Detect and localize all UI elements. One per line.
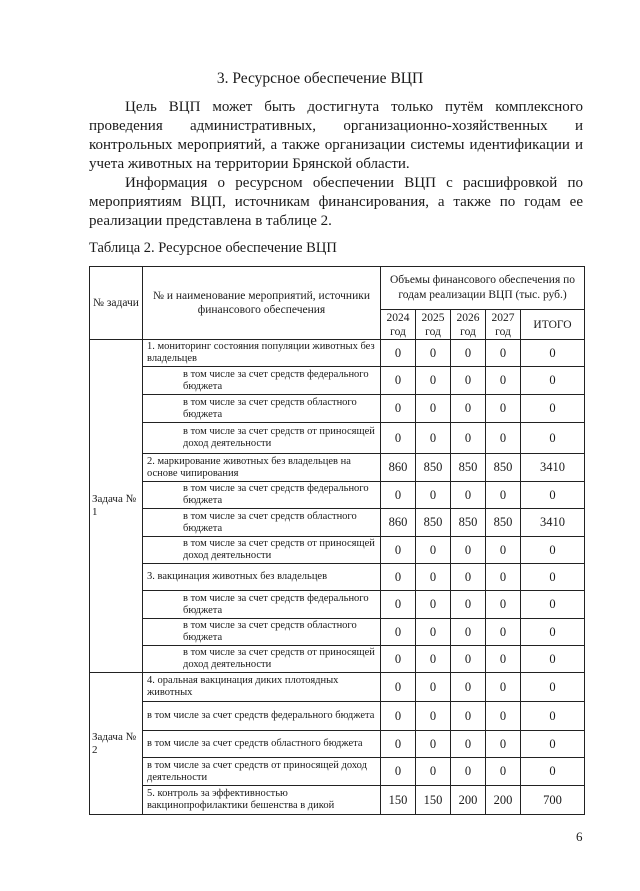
cell-total: 0 [521, 423, 585, 454]
cell-total: 0 [521, 646, 585, 673]
cell-2027: 0 [486, 758, 521, 786]
cell-2025: 0 [416, 646, 451, 673]
header-year-2025: 2025 год [416, 310, 451, 340]
cell-2026: 0 [451, 482, 486, 509]
cell-2024: 0 [381, 537, 416, 564]
header-task-number: № задачи [90, 267, 143, 340]
cell-2026: 0 [451, 395, 486, 423]
cell-total: 0 [521, 673, 585, 702]
row-name: в том числе за счет средств областного бюджета [143, 509, 381, 537]
table-row [90, 537, 585, 564]
header-year-2024: 2024 год [381, 310, 416, 340]
cell-2024: 0 [381, 673, 416, 702]
cell-2024: 150 [381, 786, 416, 815]
table-row [90, 367, 585, 395]
cell-2027: 0 [486, 702, 521, 731]
table-row [90, 482, 585, 509]
table-row [90, 591, 585, 619]
cell-total: 0 [521, 731, 585, 758]
cell-2024: 860 [381, 454, 416, 482]
cell-2024: 0 [381, 731, 416, 758]
cell-total: 0 [521, 537, 585, 564]
row-name: в том числе за счет средств федерального бюджета [143, 482, 381, 509]
cell-2027: 0 [486, 367, 521, 395]
row-name: в том числе за счет средств областного бюджета [143, 395, 381, 423]
row-name: 4. оральная вакцинация диких плотоядных животных [143, 673, 381, 702]
resource-table [89, 266, 585, 815]
cell-total: 3410 [521, 509, 585, 537]
cell-2024: 0 [381, 619, 416, 646]
cell-2027: 0 [486, 482, 521, 509]
paragraph-info-text: Информация о ресурсном обеспечении ВЦП с расшифровкой по мероприятиям ВЦП, источникам финансирования, а также по годам ее реализации представлена в таблице 2. [89, 175, 583, 229]
cell-2026: 0 [451, 564, 486, 591]
cell-2025: 0 [416, 367, 451, 395]
task-2-label: Задача № 2 [90, 673, 143, 815]
table-row [90, 786, 585, 815]
cell-2024: 0 [381, 591, 416, 619]
cell-2025: 0 [416, 731, 451, 758]
row-name: в том числе за счет средств областного бюджета [143, 731, 381, 758]
table-row [90, 454, 585, 482]
table-row [90, 731, 585, 758]
cell-2024: 860 [381, 509, 416, 537]
cell-2026: 0 [451, 731, 486, 758]
row-name: в том числе за счет средств федерального бюджета [143, 702, 381, 731]
table-caption: Таблица 2. Ресурсное обеспечение ВЦП [89, 240, 337, 256]
paragraph-goal-text: Цель ВЦП может быть достигнута только путём комплексного проведения административных, организационно-хозяйственных и контрольных мероприятий, а также организации системы идентификации и учета животных на территории Брянской области. [89, 99, 583, 172]
cell-2026: 200 [451, 786, 486, 815]
cell-total: 0 [521, 591, 585, 619]
row-name: в том числе за счет средств федерального бюджета [143, 367, 381, 395]
cell-2027: 850 [486, 454, 521, 482]
table-row [90, 646, 585, 673]
cell-2025: 0 [416, 482, 451, 509]
cell-total: 3410 [521, 454, 585, 482]
cell-2025: 0 [416, 758, 451, 786]
cell-2024: 0 [381, 758, 416, 786]
cell-2026: 850 [451, 454, 486, 482]
cell-2027: 0 [486, 731, 521, 758]
cell-total: 0 [521, 482, 585, 509]
cell-2026: 0 [451, 758, 486, 786]
table-row [90, 564, 585, 591]
cell-2025: 0 [416, 673, 451, 702]
cell-2026: 850 [451, 509, 486, 537]
cell-2025: 0 [416, 619, 451, 646]
cell-2027: 0 [486, 340, 521, 367]
cell-2024: 0 [381, 564, 416, 591]
cell-2027: 200 [486, 786, 521, 815]
paragraph-goal [89, 98, 583, 174]
row-name: 2. маркирование животных без владельцев на основе чипирования [143, 454, 381, 482]
cell-2026: 0 [451, 537, 486, 564]
cell-2024: 0 [381, 340, 416, 367]
cell-total: 0 [521, 702, 585, 731]
cell-2027: 850 [486, 509, 521, 537]
table-row [90, 509, 585, 537]
table-row [90, 673, 585, 702]
cell-2026: 0 [451, 702, 486, 731]
cell-2027: 0 [486, 619, 521, 646]
header-year-2027: 2027 год [486, 310, 521, 340]
header-total: ИТОГО [521, 310, 585, 340]
row-name: в том числе за счет средств от приносящей доход деятельности [143, 537, 381, 564]
paragraph-info [89, 174, 583, 231]
row-name: 5. контроль за эффективностью вакцинопрофилактики бешенства в дикой [143, 786, 381, 815]
cell-2026: 0 [451, 619, 486, 646]
cell-total: 0 [521, 619, 585, 646]
table-row [90, 619, 585, 646]
cell-2026: 0 [451, 367, 486, 395]
cell-2027: 0 [486, 537, 521, 564]
page-number: 6 [576, 829, 583, 844]
cell-total: 0 [521, 564, 585, 591]
cell-2027: 0 [486, 646, 521, 673]
cell-2026: 0 [451, 340, 486, 367]
cell-2024: 0 [381, 423, 416, 454]
cell-2026: 0 [451, 423, 486, 454]
row-name: в том числе за счет средств от приносящей доход деятельности [143, 646, 381, 673]
cell-total: 0 [521, 758, 585, 786]
cell-2025: 850 [416, 509, 451, 537]
row-name: в том числе за счет средств от приносящей доход деятельности [143, 423, 381, 454]
table-row [90, 340, 585, 367]
section-title: 3. Ресурсное обеспечение ВЦП [216, 70, 424, 87]
cell-2027: 0 [486, 591, 521, 619]
cell-total: 0 [521, 340, 585, 367]
cell-2025: 0 [416, 423, 451, 454]
table-row [90, 758, 585, 786]
cell-2024: 0 [381, 646, 416, 673]
header-year-2026: 2026 год [451, 310, 486, 340]
table-row [90, 395, 585, 423]
cell-2025: 0 [416, 340, 451, 367]
cell-2027: 0 [486, 423, 521, 454]
cell-2024: 0 [381, 702, 416, 731]
table-row [90, 423, 585, 454]
cell-2025: 150 [416, 786, 451, 815]
cell-2027: 0 [486, 673, 521, 702]
row-name: в том числе за счет средств федерального бюджета [143, 591, 381, 619]
cell-2025: 0 [416, 591, 451, 619]
cell-total: 700 [521, 786, 585, 815]
task-1-label: Задача № 1 [90, 340, 143, 673]
cell-total: 0 [521, 367, 585, 395]
cell-2025: 0 [416, 702, 451, 731]
cell-2027: 0 [486, 395, 521, 423]
cell-2025: 0 [416, 564, 451, 591]
row-name: в том числе за счет средств областного бюджета [143, 619, 381, 646]
cell-2026: 0 [451, 673, 486, 702]
cell-2025: 0 [416, 395, 451, 423]
cell-2024: 0 [381, 395, 416, 423]
cell-2026: 0 [451, 646, 486, 673]
header-activity-name: № и наименование мероприятий, источники финансового обеспечения [143, 267, 381, 340]
header-funding-volumes: Объемы финансового обеспечения по годам реализации ВЦП (тыс. руб.) [381, 267, 585, 310]
cell-2026: 0 [451, 591, 486, 619]
cell-2025: 850 [416, 454, 451, 482]
cell-total: 0 [521, 395, 585, 423]
cell-2025: 0 [416, 537, 451, 564]
cell-2024: 0 [381, 367, 416, 395]
row-name: в том числе за счет средств от приносящей доход деятельности [143, 758, 381, 786]
row-name: 1. мониторинг состояния популяции животных без владельцев [143, 340, 381, 367]
cell-2027: 0 [486, 564, 521, 591]
table-row [90, 702, 585, 731]
row-name: 3. вакцинация животных без владельцев [143, 564, 381, 591]
cell-2024: 0 [381, 482, 416, 509]
